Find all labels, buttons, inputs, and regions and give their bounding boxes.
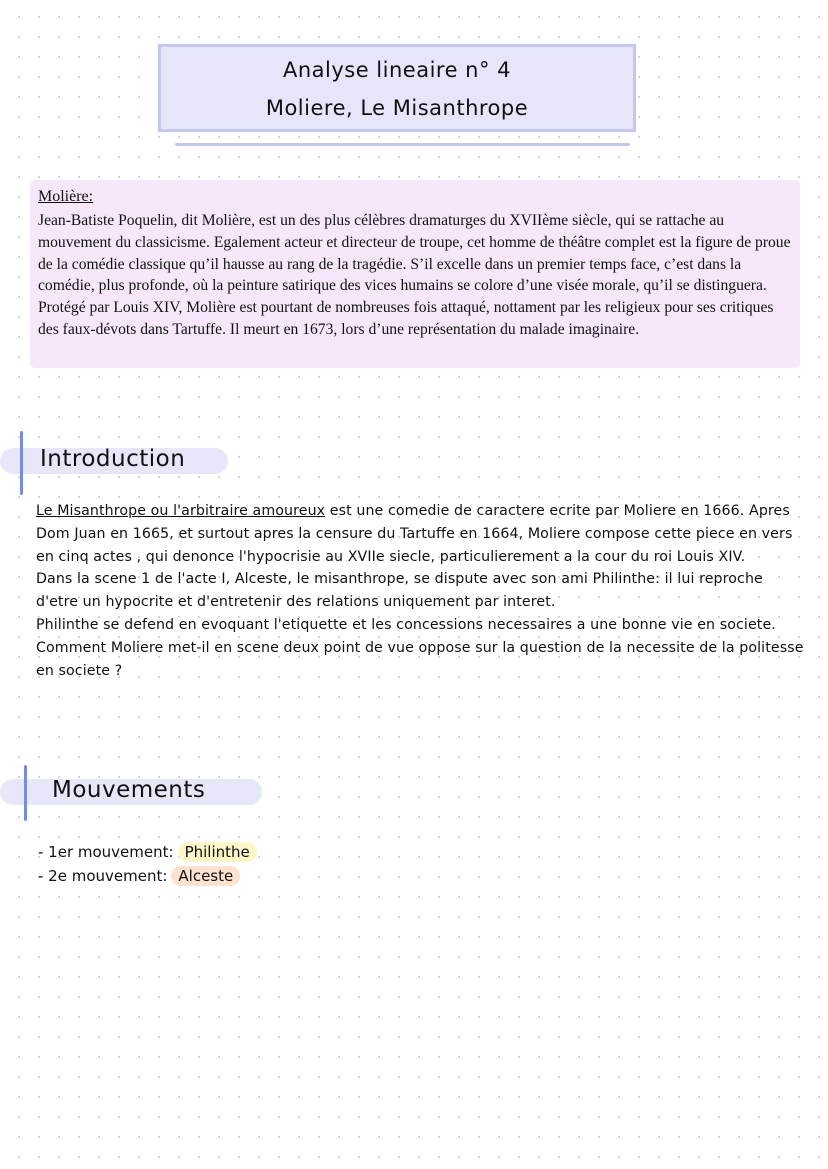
mouvement-item-1 [38, 842, 257, 862]
introduction-heading-bar [20, 431, 23, 495]
mouvement-value-alceste: Alceste [171, 866, 240, 886]
title-box [158, 44, 636, 132]
bio-text: Jean-Batiste Poquelin, dit Molière, est un des plus célèbres dramaturges du XVIIème siècle, qui se rattache au mouvement du classicisme. Egalement acteur et directeur de troupe, cet homme de théâtre complet est la figure de proue de la comédie classique qu’il hausse au rang de la tragédie. S’il excelle dans un premier temps face, c’est dans la comédie, plus profonde, où la peinture satirique des vices humains se colore d’une visée morale, qu’il se distinguera. Protégé par Louis XIV, Molière est pourtant de nombreuses fois attaqué, nottament par les religieux pour ses critiques des faux-dévots dans Tartuffe. Il meurt en 1673, lors d’une représentation du malade imaginaire. [38, 212, 791, 338]
introduction-text [36, 500, 806, 682]
mouvement-item-2 [38, 866, 240, 886]
bio-heading: Molière: [38, 188, 94, 205]
introduction-heading: Introduction [40, 446, 186, 472]
work-title: Le Misanthrope ou l'arbitraire amoureux [36, 503, 326, 519]
mouvements-heading: Mouvements [52, 777, 206, 803]
title-underline [175, 143, 630, 146]
mouvement-label: - 1er mouvement: [38, 843, 174, 861]
mouvement-label: - 2e mouvement: [38, 867, 168, 885]
introduction-paragraph-2: Dans la scene 1 de l'acte I, Alceste, le misanthrope, se dispute avec son ami Philinthe: il lui reproche d'etre un hypocrite et d'entretenir des relations uniquement par interet. [36, 571, 763, 611]
page-subtitle: Moliere, Le Misanthrope [265, 96, 529, 120]
page-title: Analyse lineaire n° 4 [282, 58, 512, 82]
introduction-paragraph-1: est une comedie de caractere ecrite par Moliere en 1666. Apres Dom Juan en 1665, et surtout apres la censure du Tartuffe en 1664, Moliere compose cette piece en vers en cinq actes , qui denonce l'hypocrisie au XVIIe siecle, particulierement a la cour du roi Louis XIV. [36, 503, 793, 565]
mouvements-heading-bar [24, 765, 27, 821]
introduction-paragraph-3: Philinthe se defend en evoquant l'etiquette et les concessions necessaires a une bonne vie en societe. Comment Moliere met-il en scene deux point de vue oppose sur la question de la necessite de la politesse en societe ? [36, 616, 804, 679]
mouvement-value-philinthe: Philinthe [178, 842, 257, 862]
